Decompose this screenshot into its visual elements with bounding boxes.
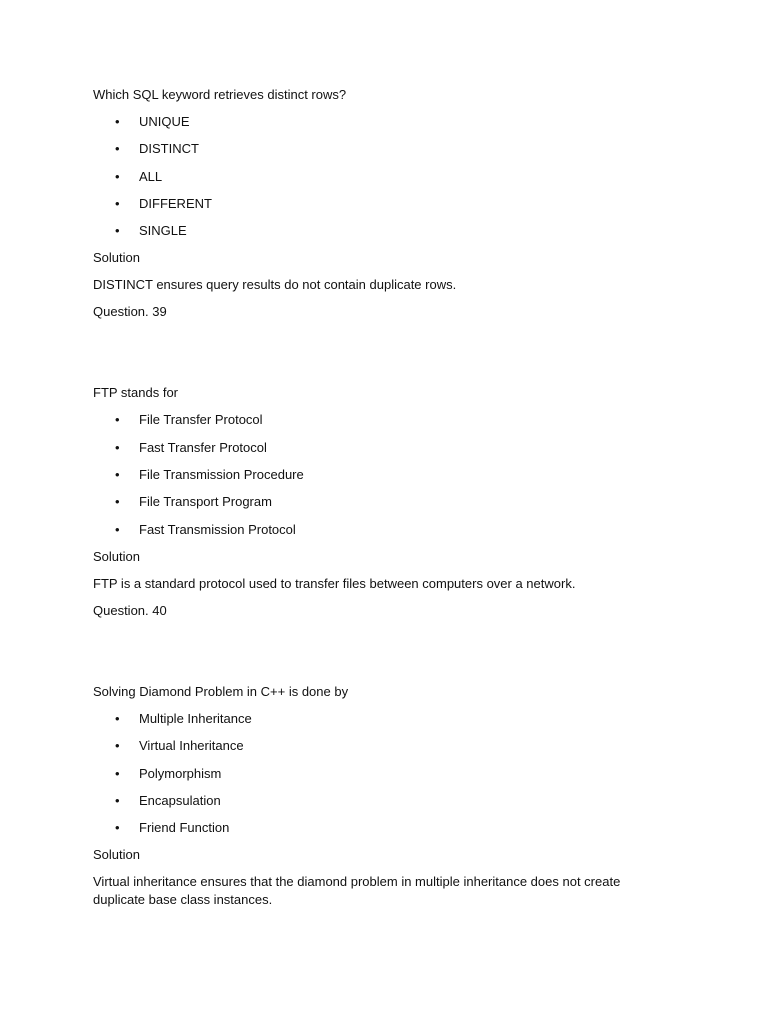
bullet-icon: • bbox=[115, 765, 120, 781]
solution-text: FTP is a standard protocol used to transfer files between computers over a network. bbox=[93, 575, 576, 591]
solution-text: DISTINCT ensures query results do not contain duplicate rows. bbox=[93, 277, 457, 293]
option-item bbox=[93, 792, 653, 810]
option-label: Fast Transfer Protocol bbox=[139, 439, 267, 455]
bullet-icon: • bbox=[115, 141, 120, 157]
option-item bbox=[93, 710, 653, 728]
option-item bbox=[93, 113, 653, 131]
option-item bbox=[93, 737, 653, 755]
question-number-label: Question. 40 bbox=[93, 602, 167, 618]
option-item bbox=[93, 819, 653, 837]
question-number-label: Question. 39 bbox=[93, 304, 167, 320]
option-label: DIFFERENT bbox=[139, 195, 212, 211]
option-label: Friend Function bbox=[139, 820, 230, 836]
option-label: Multiple Inheritance bbox=[139, 710, 252, 726]
option-label: ALL bbox=[139, 168, 163, 184]
bullet-icon: • bbox=[115, 223, 120, 239]
bullet-icon: • bbox=[115, 521, 120, 537]
bullet-icon: • bbox=[115, 738, 120, 754]
question-text: FTP stands for bbox=[93, 385, 179, 401]
option-item bbox=[93, 222, 653, 240]
option-label: UNIQUE bbox=[139, 114, 190, 129]
bullet-icon: • bbox=[115, 168, 120, 184]
option-label: File Transmission Procedure bbox=[139, 467, 304, 483]
bullet-icon: • bbox=[115, 792, 120, 808]
option-label: Polymorphism bbox=[139, 765, 222, 781]
option-item bbox=[93, 411, 653, 429]
bullet-icon: • bbox=[115, 710, 120, 726]
option-item bbox=[93, 466, 653, 484]
bullet-icon: • bbox=[115, 412, 120, 428]
document-page bbox=[93, 86, 653, 918]
question-block-2 bbox=[93, 384, 653, 619]
bullet-icon: • bbox=[115, 820, 120, 836]
option-item bbox=[93, 493, 653, 511]
solution-text: Virtual inheritance ensures that the diamond problem in multiple inheritance does not create duplicate base class instances. bbox=[93, 874, 621, 908]
option-list bbox=[93, 411, 653, 538]
option-label: File Transfer Protocol bbox=[139, 412, 263, 428]
option-item bbox=[93, 439, 653, 457]
option-list bbox=[93, 113, 653, 240]
spacer bbox=[93, 321, 653, 384]
bullet-icon: • bbox=[115, 494, 120, 510]
option-label: Virtual Inheritance bbox=[139, 738, 244, 754]
spacer bbox=[93, 620, 653, 683]
bullet-icon: • bbox=[115, 114, 120, 129]
option-label: File Transport Program bbox=[139, 494, 272, 510]
option-list bbox=[93, 710, 653, 837]
bullet-icon: • bbox=[115, 467, 120, 483]
option-label: DISTINCT bbox=[139, 141, 199, 157]
solution-label: Solution bbox=[93, 250, 140, 266]
option-item bbox=[93, 765, 653, 783]
question-block-1 bbox=[93, 86, 653, 321]
option-item bbox=[93, 168, 653, 186]
option-item bbox=[93, 521, 653, 539]
bullet-icon: • bbox=[115, 439, 120, 455]
option-label: Encapsulation bbox=[139, 792, 221, 808]
option-item bbox=[93, 140, 653, 158]
question-block-3 bbox=[93, 683, 653, 909]
option-label: SINGLE bbox=[139, 223, 187, 239]
solution-label: Solution bbox=[93, 847, 140, 863]
option-label: Fast Transmission Protocol bbox=[139, 521, 296, 537]
question-text: Solving Diamond Problem in C++ is done by bbox=[93, 683, 349, 699]
question-text: Which SQL keyword retrieves distinct rows? bbox=[93, 87, 347, 102]
solution-label: Solution bbox=[93, 548, 140, 564]
bullet-icon: • bbox=[115, 195, 120, 211]
option-item bbox=[93, 195, 653, 213]
